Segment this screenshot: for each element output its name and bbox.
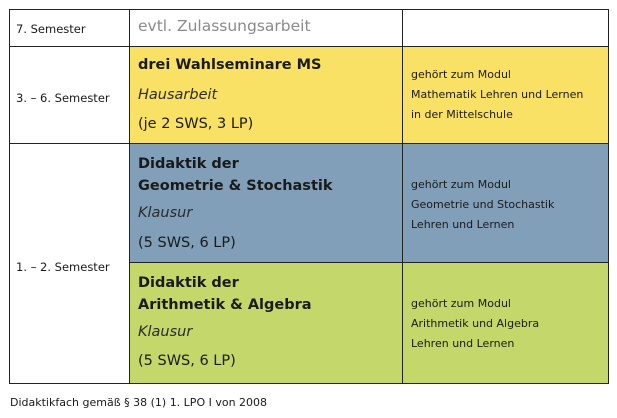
geometrie-module: gehört zum Modul Geometrie und Stochastik Lehren und Lernen bbox=[411, 178, 555, 231]
geometrie-title: Didaktik der Geometrie & Stochastik bbox=[138, 156, 333, 194]
semester-7-label: 7. Semester bbox=[16, 22, 86, 36]
arithmetik-exam: Klausur bbox=[138, 324, 193, 340]
study-plan-table bbox=[9, 9, 609, 384]
geometrie-credits: (5 SWS, 6 LP) bbox=[138, 235, 236, 251]
wahlseminare-credits: (je 2 SWS, 3 LP) bbox=[138, 116, 254, 132]
wahlseminare-title: drei Wahlseminare MS bbox=[138, 57, 322, 73]
wahlseminare-module: gehört zum Modul Mathematik Lehren und Lernen in der Mittelschule bbox=[411, 68, 584, 121]
wahlseminare-exam: Hausarbeit bbox=[138, 87, 218, 103]
geometrie-exam: Klausur bbox=[138, 205, 193, 221]
footnote: Didaktikfach gemäß § 38 (1) 1. LPO I von 2008 bbox=[10, 396, 268, 409]
arithmetik-module: gehört zum Modul Arithmetik und Algebra Lehren und Lernen bbox=[411, 297, 540, 350]
zulassungsarbeit-label: evtl. Zulassungsarbeit bbox=[138, 17, 311, 35]
arithmetik-title: Didaktik der Arithmetik & Algebra bbox=[138, 275, 312, 313]
semester-3-6-label: 3. – 6. Semester bbox=[16, 91, 110, 105]
arithmetik-credits: (5 SWS, 6 LP) bbox=[138, 353, 236, 369]
semester-1-2-label: 1. – 2. Semester bbox=[16, 260, 110, 274]
